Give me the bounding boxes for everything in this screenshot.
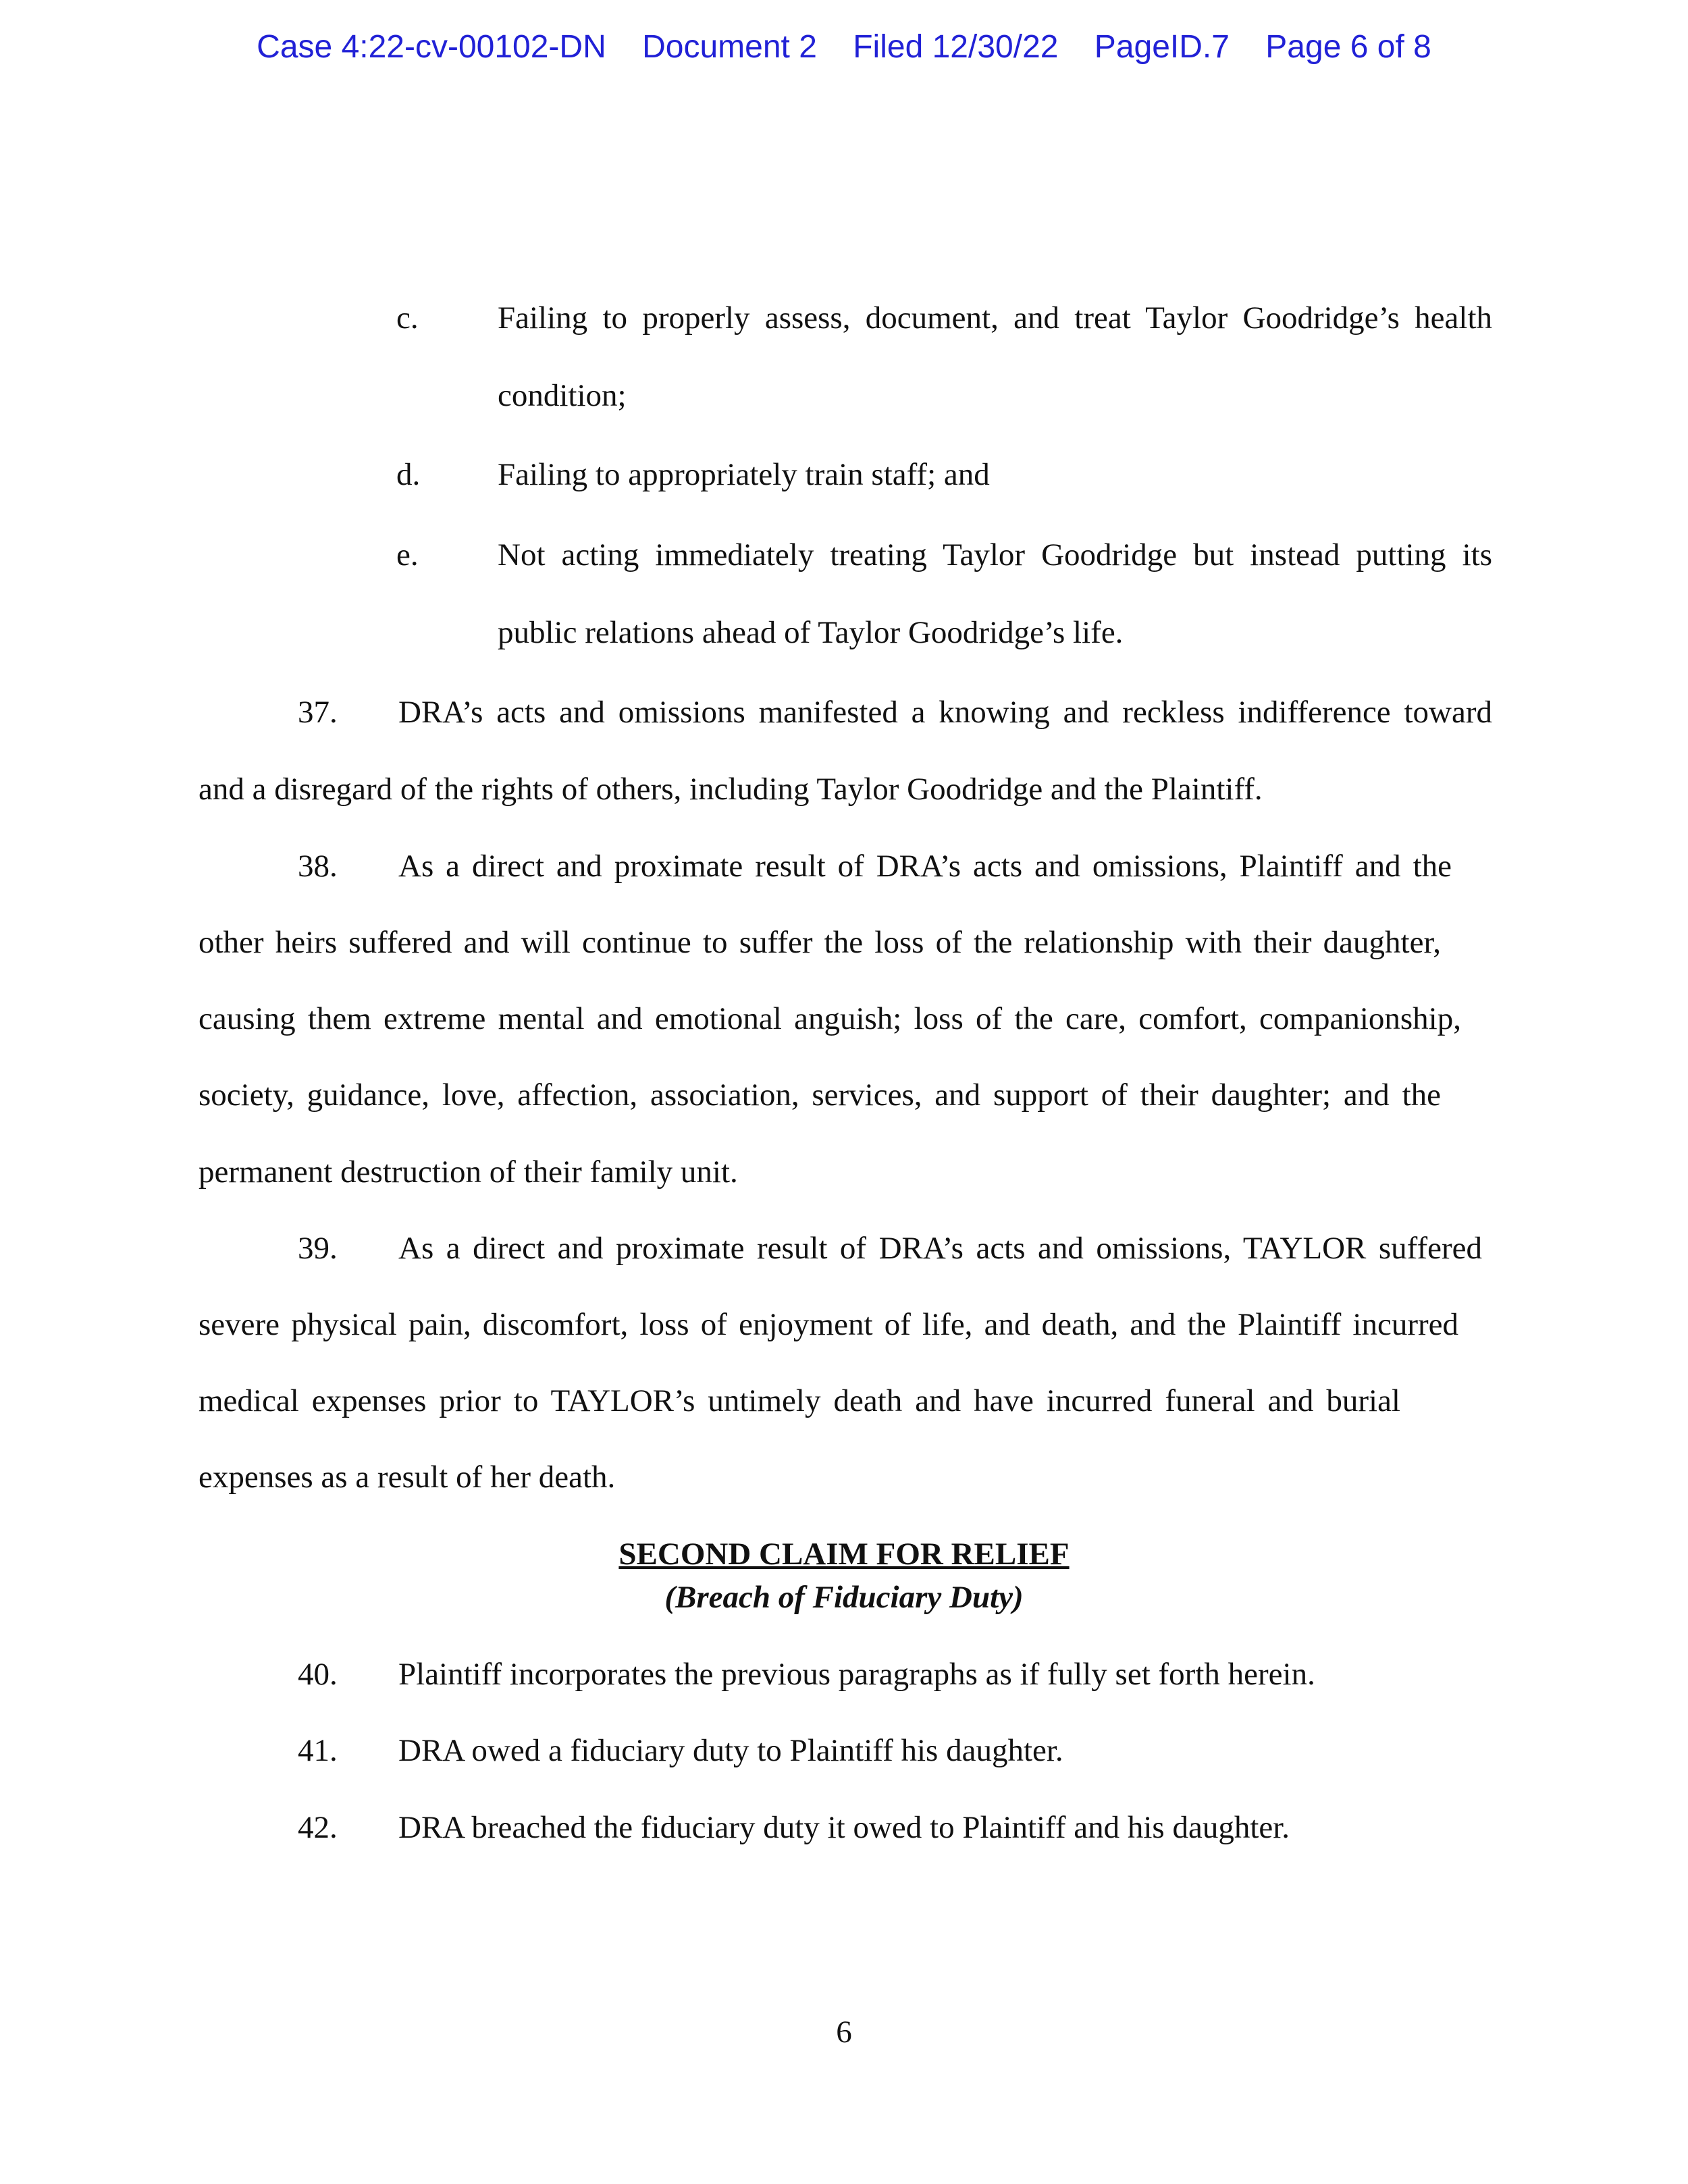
list-item-text: public relations ahead of Taylor Goodridge’s life. <box>498 615 1124 650</box>
list-item-marker: e. <box>396 537 419 572</box>
header-filed-date: Filed 12/30/22 <box>853 29 1059 65</box>
paragraph-text: society, guidance, love, affection, association, services, and support of their daughter; and the <box>199 1077 1441 1113</box>
paragraph-number: 41. <box>298 1733 338 1768</box>
filing-header <box>0 28 1688 65</box>
header-pageid: PageID.7 <box>1094 29 1230 65</box>
section-subtitle: (Breach of Fiduciary Duty) <box>664 1580 1024 1615</box>
header-case-number: Case 4:22-cv-00102-DN <box>257 29 606 65</box>
list-item-text: Failing to appropriately train staff; and <box>498 457 990 492</box>
page-number: 6 <box>836 2015 852 2050</box>
paragraph-text: other heirs suffered and will continue to suffer the loss of the relationship with their daughter, <box>199 925 1441 960</box>
paragraph-text: DRA breached the fiduciary duty it owed to Plaintiff and his daughter. <box>398 1810 1290 1845</box>
paragraph-text: causing them extreme mental and emotional anguish; loss of the care, comfort, companionship, <box>199 1001 1461 1036</box>
section-title: SECOND CLAIM FOR RELIEF <box>618 1537 1070 1572</box>
paragraph-number: 40. <box>298 1657 338 1692</box>
paragraph-text: permanent destruction of their family unit. <box>199 1154 738 1190</box>
paragraph-text: As a direct and proximate result of DRA’s acts and omissions, TAYLOR suffered <box>398 1231 1482 1266</box>
paragraph-number: 39. <box>298 1231 338 1266</box>
paragraph-text: medical expenses prior to TAYLOR’s untimely death and have incurred funeral and burial <box>199 1383 1400 1418</box>
list-item-text: Not acting immediately treating Taylor Goodridge but instead putting its <box>498 537 1492 572</box>
paragraph-number: 38. <box>298 849 338 884</box>
list-item-marker: d. <box>396 457 421 492</box>
paragraph-text: DRA owed a fiduciary duty to Plaintiff his daughter. <box>398 1733 1063 1768</box>
paragraph-number: 37. <box>298 695 338 730</box>
paragraph-number: 42. <box>298 1810 338 1845</box>
list-item-text: condition; <box>498 378 627 413</box>
paragraph-text: Plaintiff incorporates the previous paragraphs as if fully set forth herein. <box>398 1657 1315 1692</box>
paragraph-text: and a disregard of the rights of others, including Taylor Goodridge and the Plaintiff. <box>199 772 1263 807</box>
list-item-text: Failing to properly assess, document, and treat Taylor Goodridge’s health <box>498 300 1492 336</box>
header-document: Document 2 <box>642 29 817 65</box>
header-page: Page 6 of 8 <box>1265 29 1431 65</box>
paragraph-text: DRA’s acts and omissions manifested a knowing and reckless indifference toward <box>398 695 1492 730</box>
paragraph-text: As a direct and proximate result of DRA’s acts and omissions, Plaintiff and the <box>398 849 1452 884</box>
paragraph-text: expenses as a result of her death. <box>199 1460 616 1495</box>
list-item-marker: c. <box>396 300 419 336</box>
paragraph-text: severe physical pain, discomfort, loss of enjoyment of life, and death, and the Plaintiff incurred <box>199 1307 1458 1342</box>
